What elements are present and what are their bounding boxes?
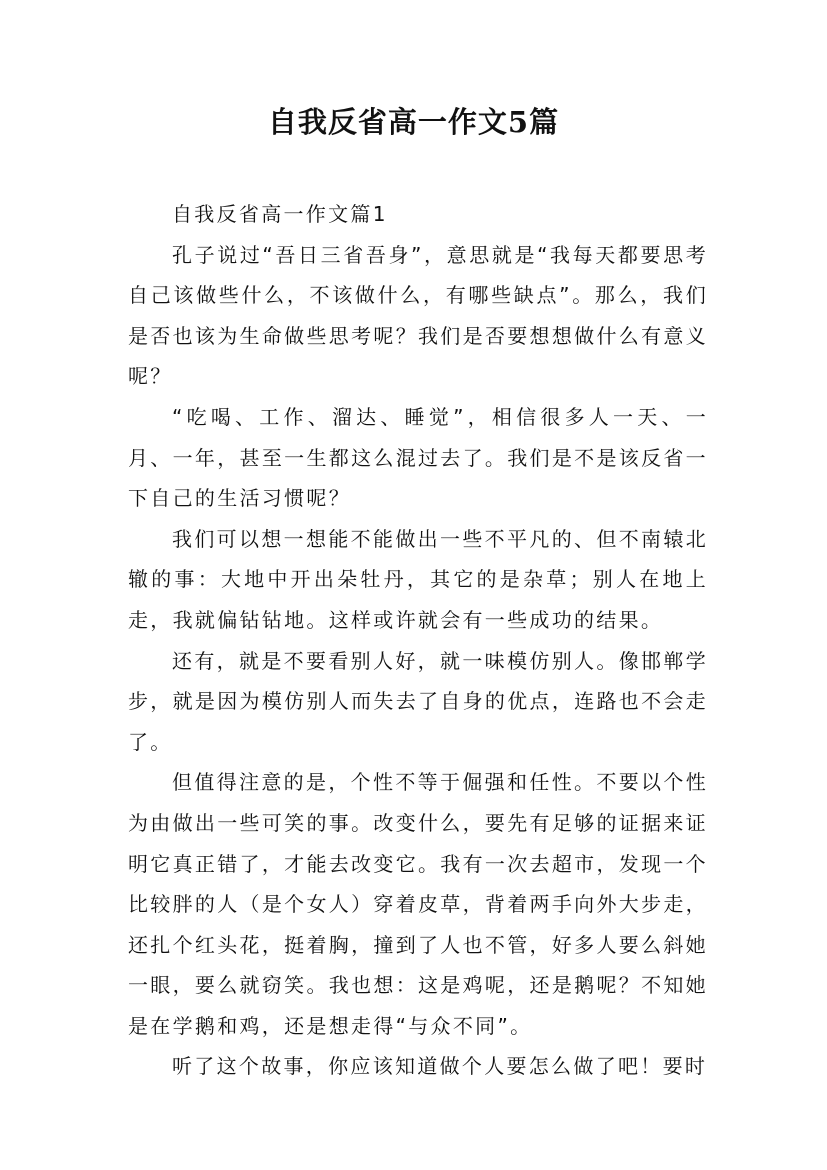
paragraph: 但值得注意的是，个性不等于倔强和任性。不要以个性为由做出一些可笑的事。改变什么，要先有足够的证据来证明它真正错了，才能去改变它。我有一次去超市，发现一个比较胖的人（是个女人）穿着皮草，背着两手向外大步走，还扎个红头花，挺着胸，撞到了人也不管，好多人要么斜她一眼，要么就窃笑。我也想：这是鸡呢，还是鹅呢？不知她是在学鹅和鸡，还是想走得“与众不同”。 xyxy=(128,770,708,1038)
paragraph: 孔子说过“吾日三省吾身”，意思就是“我每天都要思考自己该做些什么，不该做什么，有哪些缺点”。那么，我们是否也该为生命做些思考呢？我们是否要想想做什么有意义呢？ xyxy=(128,242,708,389)
document-title: 自我反省高一作文5篇 xyxy=(267,105,560,139)
paragraph: “吃喝、工作、溜达、睡觉”，相信很多人一天、一月、一年，甚至一生都这么混过去了。我们是不是该反省一下自己的生活习惯呢？ xyxy=(128,404,708,511)
paragraph: 我们可以想一想能不能做出一些不平凡的、但不南辕北辙的事：大地中开出朵牡丹，其它的是杂草；别人在地上走，我就偏钻钻地。这样或许就会有一些成功的结果。 xyxy=(128,526,708,632)
document-body xyxy=(128,194,708,1087)
paragraph: 听了这个故事，你应该知道做个人要怎么做了吧！要时 xyxy=(172,1054,708,1079)
paragraph: 还有，就是不要看别人好，就一味模仿别人。像邯郸学步，就是因为模仿别人而失去了自身的优点，连路也不会走了。 xyxy=(128,648,708,754)
essay-heading: 自我反省高一作文篇1 xyxy=(172,202,388,226)
